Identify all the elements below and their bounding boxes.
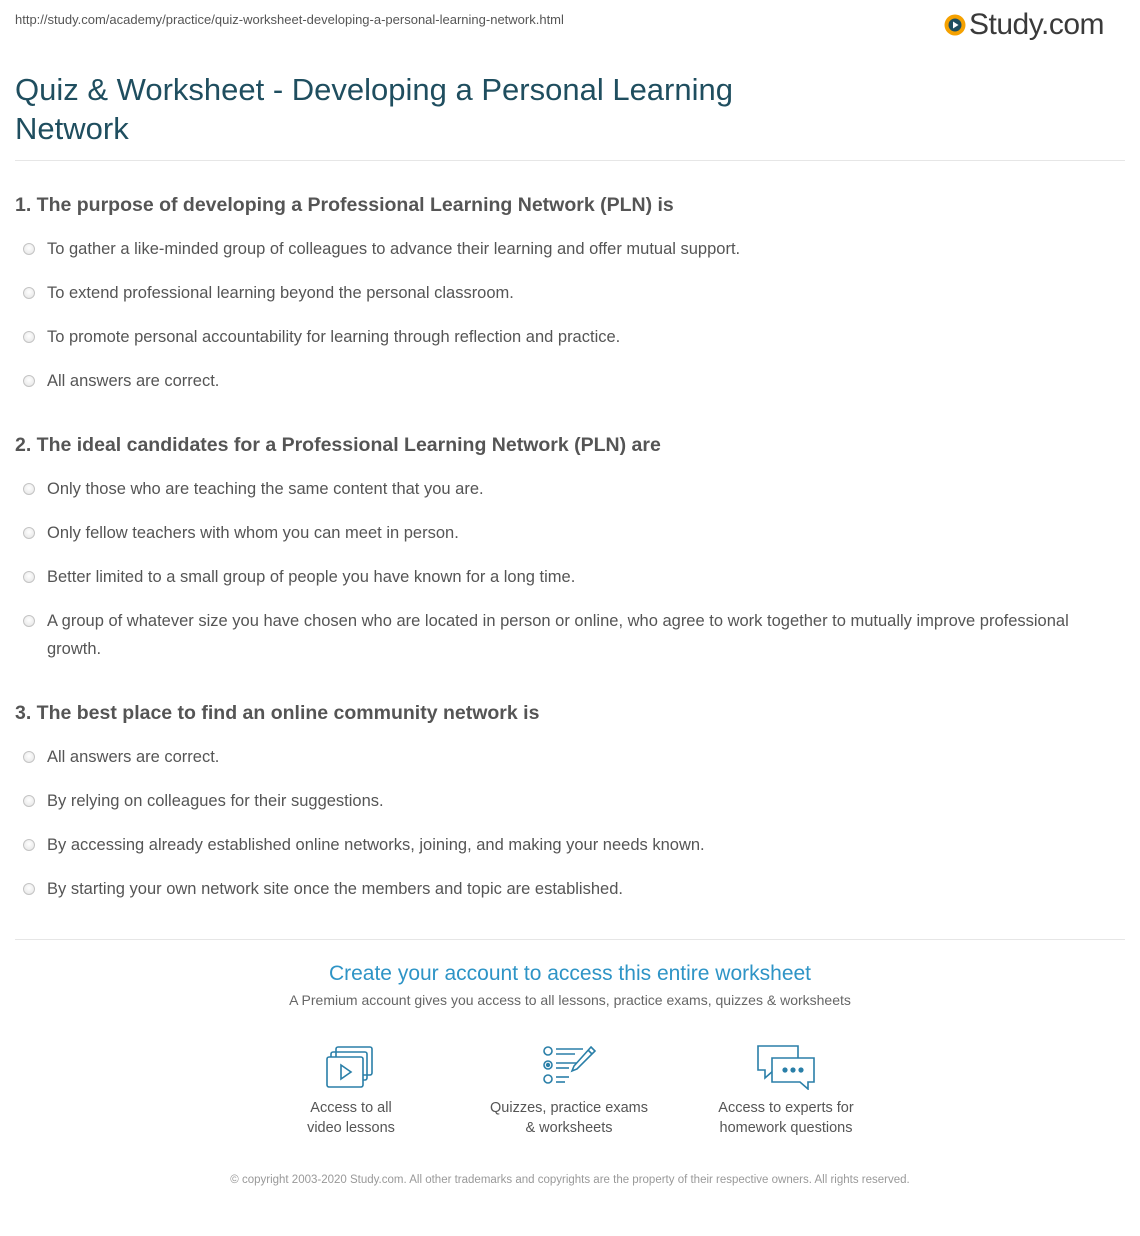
question-1-title: 1. The purpose of developing a Professional Learning Network (PLN) is — [15, 194, 674, 216]
option-text: To gather a like-minded group of colleagues to advance their learning and offer mutual support. — [47, 240, 741, 258]
q1-option-1[interactable] — [23, 235, 1123, 263]
video-lessons-icon — [325, 1044, 377, 1090]
feature-line: Access to all — [310, 1100, 392, 1116]
play-logo-icon — [944, 14, 966, 36]
feature-line: Access to experts for — [718, 1100, 854, 1116]
q2-option-4[interactable] — [23, 607, 1123, 663]
q3-option-4[interactable] — [23, 875, 1123, 903]
radio-button[interactable] — [23, 287, 35, 299]
q3-option-2[interactable] — [23, 787, 1123, 815]
option-text: By relying on colleagues for their suggestions. — [47, 792, 384, 810]
q1-option-3[interactable] — [23, 323, 1123, 351]
create-account-link[interactable]: Create your account to access this entire worksheet — [328, 962, 812, 985]
quiz-checklist-icon — [541, 1044, 597, 1090]
feature-text — [261, 1098, 441, 1138]
question-3-title: 3. The best place to find an online community network is — [15, 702, 540, 724]
feature-line: & worksheets — [525, 1120, 613, 1136]
q2-option-3[interactable] — [23, 563, 1123, 591]
option-text: By starting your own network site once the members and topic are established. — [47, 880, 623, 898]
feature-line: homework questions — [719, 1120, 853, 1136]
radio-button[interactable] — [23, 883, 35, 895]
cta-divider — [15, 939, 1125, 940]
feature-text — [696, 1098, 876, 1138]
radio-button[interactable] — [23, 615, 35, 627]
radio-button[interactable] — [23, 331, 35, 343]
title-divider — [15, 160, 1125, 161]
page-title: Quiz & Worksheet - Developing a Personal Learning Network — [15, 72, 733, 146]
option-text: Only those who are teaching the same content that you are. — [47, 480, 484, 498]
feature-line: video lessons — [307, 1120, 395, 1136]
q1-option-2[interactable] — [23, 279, 1123, 307]
radio-button[interactable] — [23, 795, 35, 807]
q3-option-1[interactable] — [23, 743, 1123, 771]
option-text: A group of whatever size you have chosen who are located in person or online, who agree to work together to mutually improve professional growth. — [47, 612, 1069, 658]
option-text: All answers are correct. — [47, 748, 220, 766]
option-text: All answers are correct. — [47, 372, 220, 390]
q3-option-3[interactable] — [23, 831, 1123, 859]
q1-option-4[interactable] — [23, 367, 1123, 395]
q2-option-1[interactable] — [23, 475, 1123, 503]
radio-button[interactable] — [23, 751, 35, 763]
question-2-title: 2. The ideal candidates for a Professional Learning Network (PLN) are — [15, 434, 661, 456]
radio-button[interactable] — [23, 375, 35, 387]
study-logo[interactable] — [944, 6, 1104, 44]
feature-text — [479, 1098, 659, 1138]
q2-option-2[interactable] — [23, 519, 1123, 547]
copyright-footer: © copyright 2003-2020 Study.com. All other trademarks and copyrights are the property of their respective owners. All rights reserved. — [230, 1174, 910, 1186]
feature-experts — [696, 1044, 876, 1138]
option-text: To promote personal accountability for learning through reflection and practice. — [47, 328, 621, 346]
feature-quizzes — [479, 1044, 659, 1138]
option-text: To extend professional learning beyond the personal classroom. — [47, 284, 514, 302]
chat-bubbles-icon — [754, 1044, 818, 1090]
page-url: http://study.com/academy/practice/quiz-worksheet-developing-a-personal-learning-network.html — [15, 12, 564, 27]
option-text: Only fellow teachers with whom you can meet in person. — [47, 524, 459, 542]
premium-description: A Premium account gives you access to all lessons, practice exams, quizzes & worksheets — [289, 992, 851, 1008]
feature-video-lessons — [261, 1044, 441, 1138]
radio-button[interactable] — [23, 483, 35, 495]
radio-button[interactable] — [23, 527, 35, 539]
radio-button[interactable] — [23, 571, 35, 583]
logo-text: Study.com — [969, 8, 1104, 41]
option-text: By accessing already established online networks, joining, and making your needs known. — [47, 836, 705, 854]
radio-button[interactable] — [23, 839, 35, 851]
feature-line: Quizzes, practice exams — [490, 1100, 648, 1116]
radio-button[interactable] — [23, 243, 35, 255]
option-text: Better limited to a small group of people you have known for a long time. — [47, 568, 576, 586]
